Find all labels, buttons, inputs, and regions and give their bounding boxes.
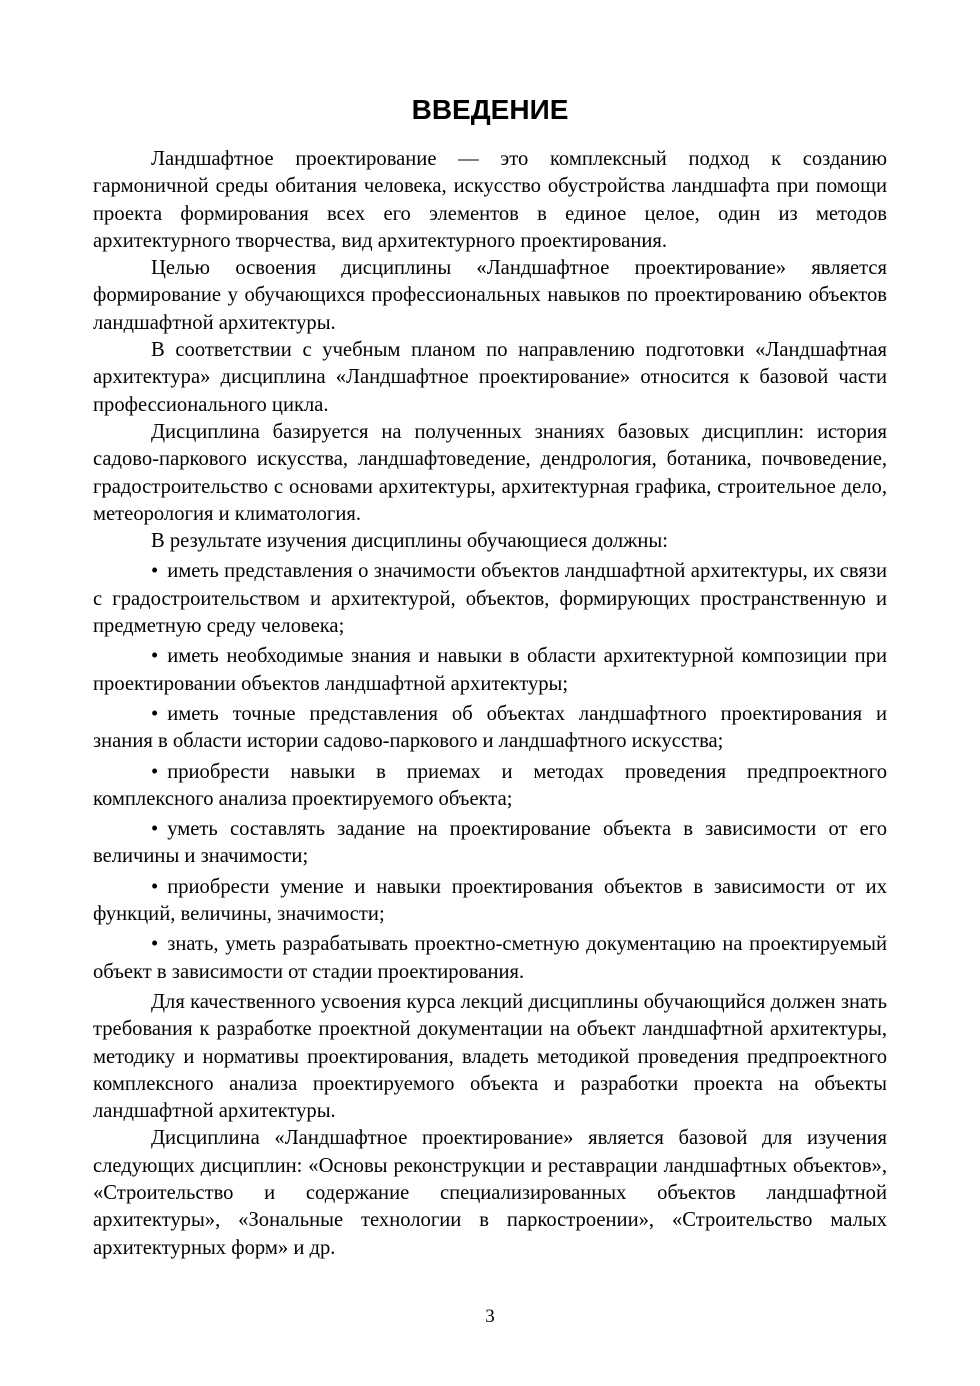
- list-item-text: иметь необходимые знания и навыки в области архитектурной композиции при проектировании объектов ландшафтной архитектуры;: [93, 645, 887, 695]
- list-item-text: приобрести умение и навыки проектирования объектов в зависимости от их функций, величины, значимости;: [93, 875, 887, 926]
- document-body: [93, 146, 887, 1262]
- list-item: [93, 816, 887, 871]
- page-number: 3: [485, 1306, 495, 1327]
- page-title: ВВЕДЕНИЕ: [411, 94, 569, 125]
- paragraph: Дисциплина «Ландшафтное проектирование» является базовой для изучения следующих дисциплин: «Основы реконструкции и реставрации ландшафтных объектов», «Строительство и содержание специализированных объектов ландшафтной архитектуры», «Зональные технологии в паркостроении», «Строительство малых архитектурных форм» и др.: [93, 1127, 887, 1259]
- list-item-text: уметь составлять задание на проектирование объекта в зависимости от его величины и значимости;: [93, 818, 887, 868]
- paragraph: Для качественного усвоения курса лекций дисциплины обучающийся должен знать требования к разработке проектной документации на объект ландшафтной архитектуры, методику и нормативы проектирования, владеть методикой проведения предпроектного комплексного анализа проектируемого объекта и разработки проекта на объекты ландшафтной архитектуры.: [93, 990, 887, 1123]
- bullet-list: [93, 558, 887, 985]
- list-item: [93, 558, 887, 640]
- list-item: [93, 643, 887, 698]
- bullet-icon: •: [151, 875, 159, 898]
- list-item-text: иметь точные представления об объектах ландшафтного проектирования и знания в области истории садово-паркового и ландшафтного искусства;: [93, 702, 887, 753]
- list-item-text: приобрести навыки в приемах и методах проведения предпроектного комплексного анализа проектируемого объекта;: [93, 760, 887, 810]
- paragraph: Ландшафтное проектирование — это комплексный подход к созданию гармоничной среды обитания человека, искусство обустройства ландшафта при помощи проекта формирования всех его элементов в единое целое, один из методов архитектурного творчества, вид архитектурного проектирования.: [93, 148, 887, 252]
- paragraph: Дисциплина базируется на полученных знаниях базовых дисциплин: история садово-паркового искусства, ландшафтоведение, дендрология, ботаника, почвоведение, градостроительство с основами архитектуры, архитектурная графика, строительное дело, метеорология и климатология.: [93, 420, 887, 525]
- bullet-icon: •: [151, 560, 159, 583]
- bullet-icon: •: [151, 818, 159, 841]
- list-item: [93, 759, 887, 814]
- bullet-icon: •: [151, 933, 159, 956]
- list-item: [93, 701, 887, 756]
- list-item: [93, 931, 887, 986]
- paragraph: В соответствии с учебным планом по направлению подготовки «Ландшафтная архитектура» дисциплина «Ландшафтное проектирование» относится к базовой части профессионального цикла.: [93, 339, 887, 416]
- list-item-text: иметь представления о значимости объектов ландшафтной архитектуры, их связи с градостроительством и архитектурой, объектов, формирующих пространственную и предметную среду человека;: [93, 560, 887, 638]
- paragraph: Целью освоения дисциплины «Ландшафтное проектирование» является формирование у обучающихся профессиональных навыков по проектированию объектов ландшафтной архитектуры.: [93, 257, 887, 334]
- bullet-icon: •: [151, 645, 159, 668]
- list-item-text: знать, уметь разрабатывать проектно-сметную документацию на проектируемый объект в зависимости от стадии проектирования.: [93, 933, 887, 983]
- bullet-icon: •: [151, 760, 159, 783]
- paragraph: В результате изучения дисциплины обучающиеся должны:: [151, 530, 668, 553]
- bullet-icon: •: [151, 702, 159, 725]
- list-item: [93, 874, 887, 929]
